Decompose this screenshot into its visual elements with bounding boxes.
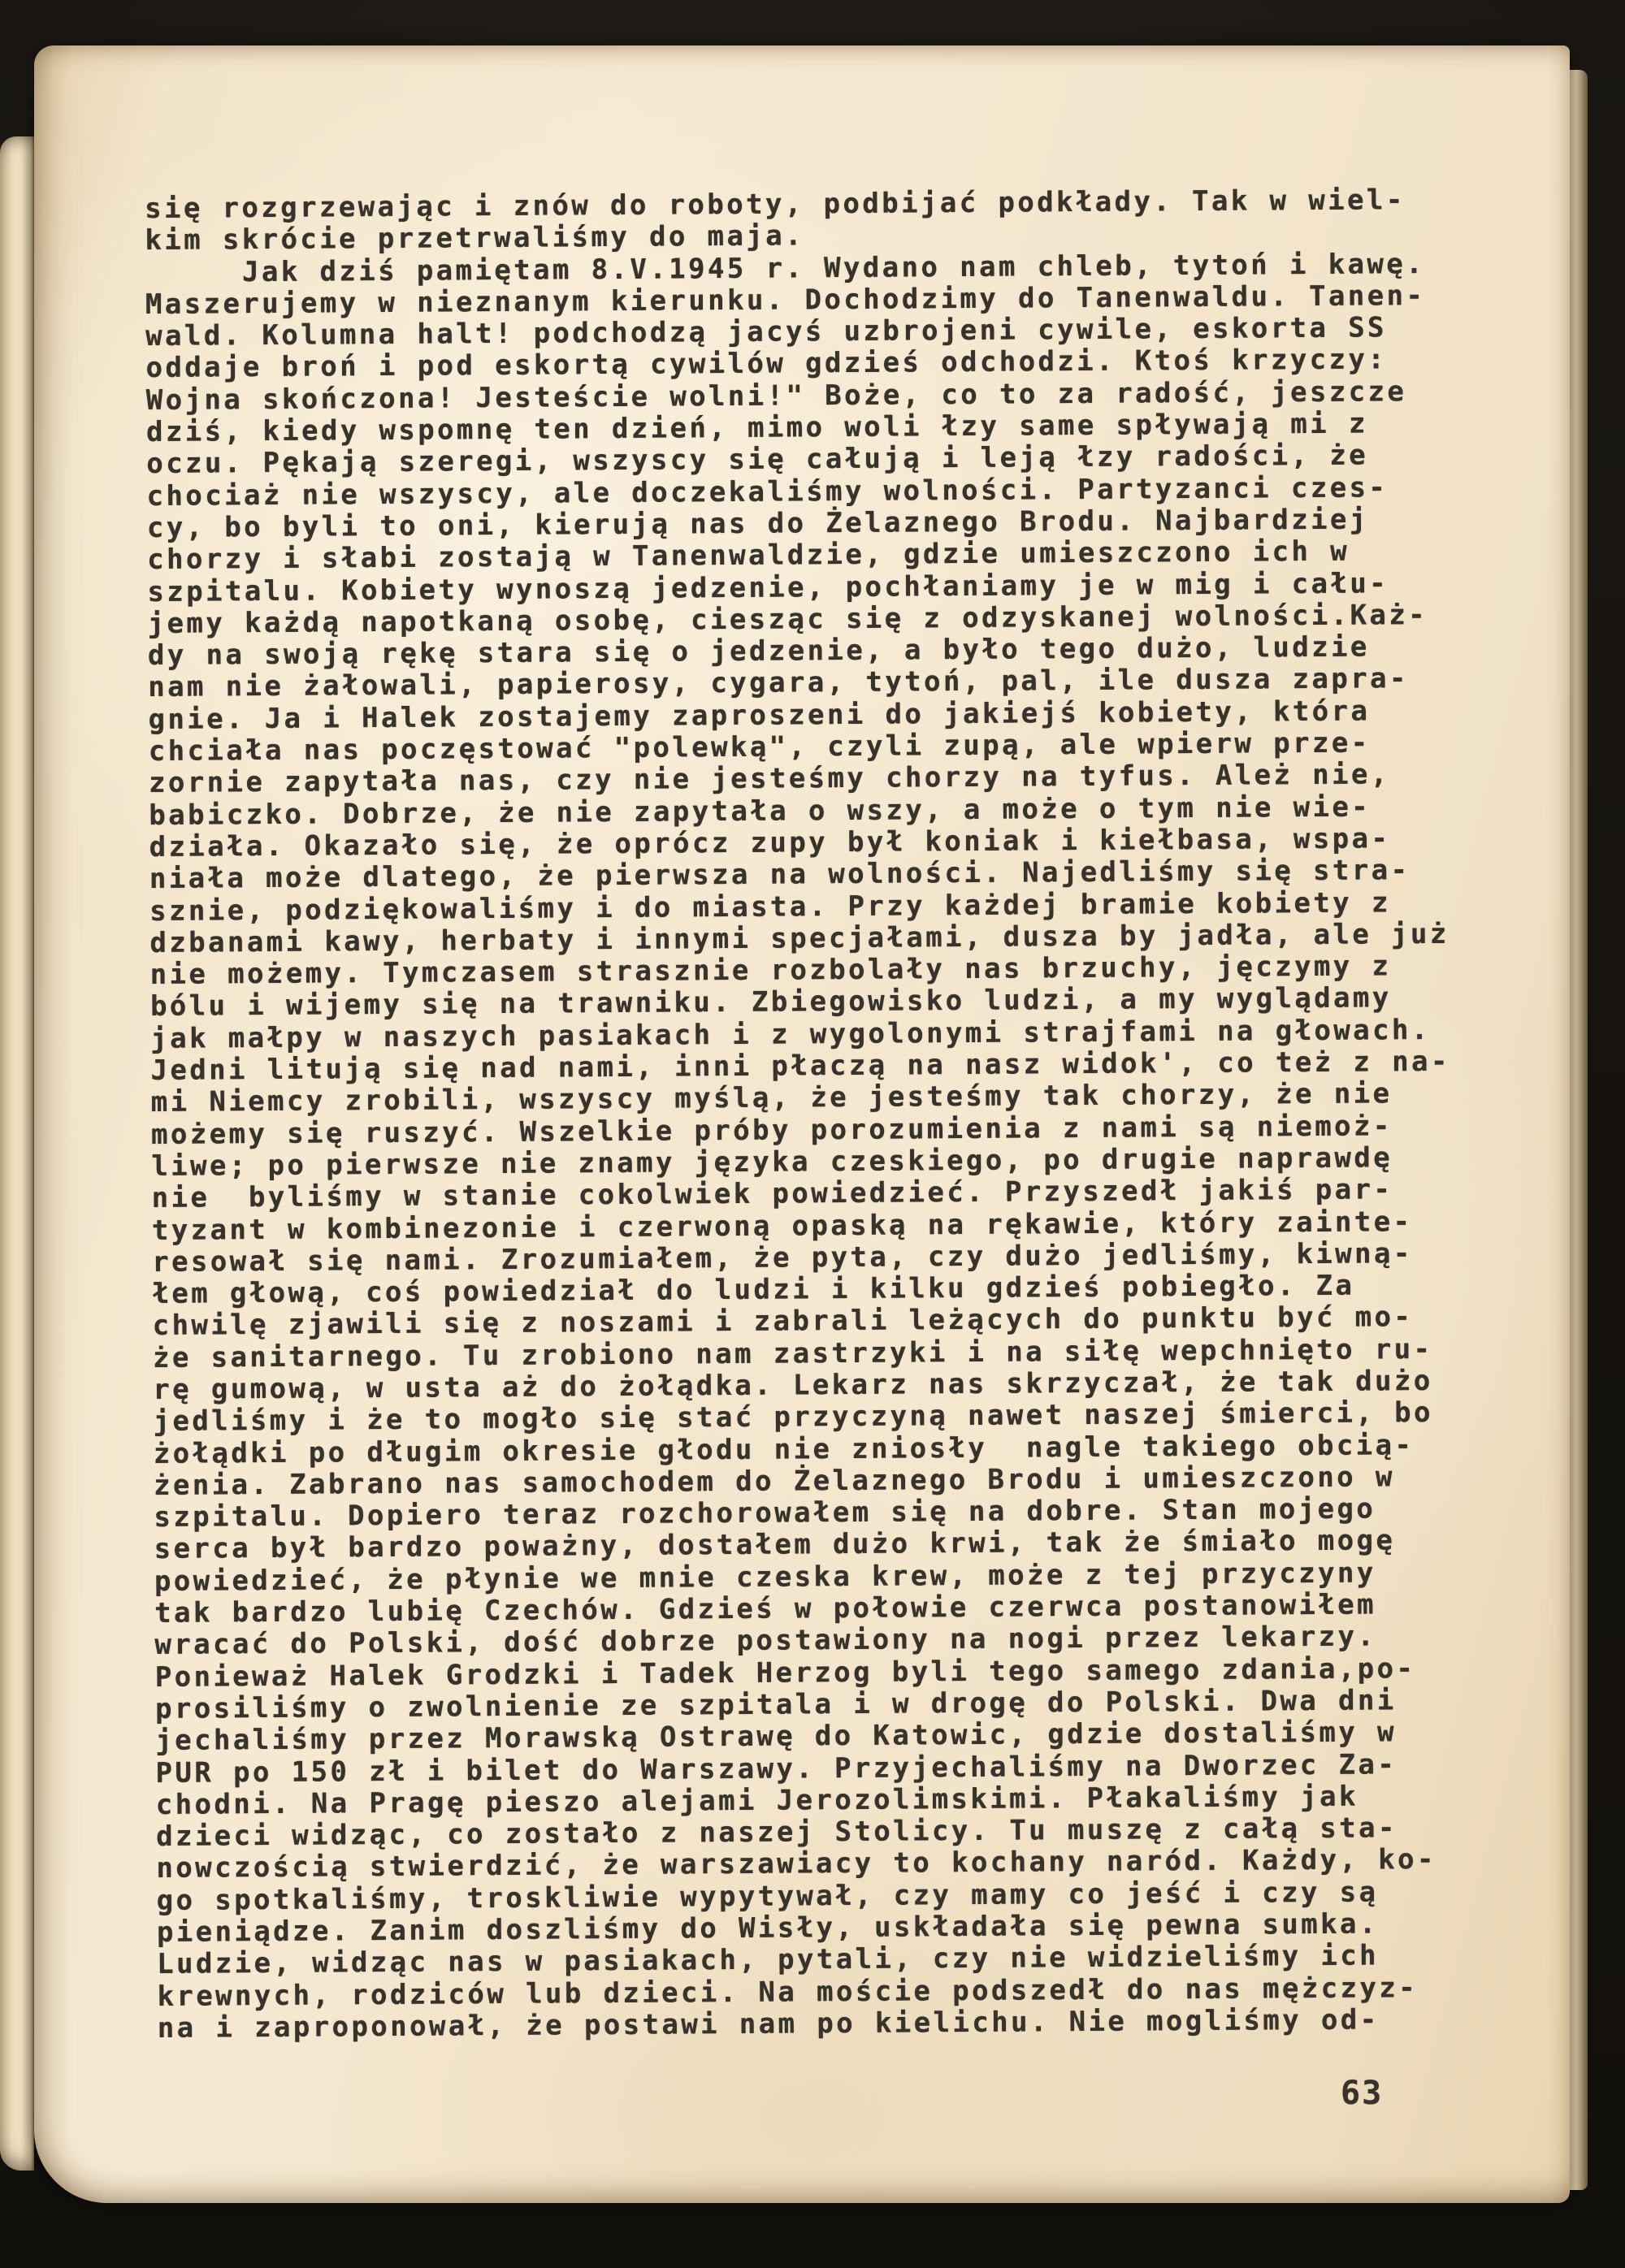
text-line: Jak dziś pamiętam 8.V.1945 r. Wydano nam chleb, tytoń i kawę. [145, 247, 1426, 289]
text-line: jechaliśmy przez Morawską Ostrawę do Katowic, gdzie dostaliśmy w [155, 1716, 1398, 1758]
text-line: kim skrócie przetrwaliśmy do maja. [145, 219, 805, 258]
text-line: na i zaproponował, że postawi nam po kielichu. Nie mogliśmy od- [157, 2003, 1380, 2045]
text-line: gnie. Ja i Halek zostajemy zaproszeni do jakiejś kobiety, która [148, 695, 1371, 736]
text-line: dzbanami kawy, herbaty i innymi specjałami, dusza by jadła, ale już [150, 917, 1450, 959]
text-line: babiczko. Dobrze, że nie zapytała o wszy, a może o tym nie wie- [149, 790, 1372, 832]
text-line: nie byliśmy w stanie cokolwiek powiedzieć. Przyszedł jakiś par- [151, 1173, 1393, 1215]
text-line: Maszerujemy w nieznanym kierunku. Dochodzimy do Tanenwaldu. Tanen- [145, 279, 1426, 321]
text-line: chciała nas poczęstować "polewką", czyli zupą, ale wpierw prze- [148, 726, 1371, 768]
text-line: szpitalu. Dopiero teraz rozchorowałem się na dobre. Stan mojego [154, 1492, 1376, 1534]
text-line: dy na swoją rękę stara się o jedzenie, a było tego dużo, ludzie [147, 630, 1370, 673]
text-line: żenia. Zabrano nas samochodem do Żelaznego Brodu i umieszczono w [153, 1461, 1395, 1502]
text-line: serca był bardzo poważny, dostałem dużo krwi, tak że śmiało mogę [154, 1524, 1396, 1566]
text-line: niała może dlatego, że pierwsza na wolności. Najedliśmy się stra- [149, 854, 1410, 896]
text-line: działa. Okazało się, że oprócz zupy był koniak i kiełbasa, wspa- [149, 822, 1391, 863]
page-number: 63 [1341, 2075, 1384, 2112]
text-line: szpitalu. Kobiety wynoszą jedzenie, pochłaniamy je w mig i cału- [147, 566, 1389, 608]
text-line: cy, bo byli to oni, kierują nas do Żelaznego Brodu. Najbardziej [146, 503, 1369, 544]
text-line: jemy każdą napotkaną osobę, ciesząc się z odzyskanej wolności.Każ- [147, 598, 1428, 640]
text-line: zornie zapytała nas, czy nie jesteśmy chorzy na tyfus. Ależ nie, [148, 758, 1390, 800]
text-line: łem głową, coś powiedział do ludzi i kilku gdzieś pobiegło. Za [152, 1269, 1355, 1311]
text-line: wald. Kolumna halt! podchodzą jacyś uzbrojeni cywile, eskorta SS [145, 311, 1388, 353]
text-line: Wojna skończona! Jesteście wolni!" Boże, co to za radość, jeszcze [145, 374, 1407, 417]
text-line: powiedzieć, że płynie we mnie czeska krew, może z tej przyczyny [154, 1556, 1376, 1598]
text-line: Ponieważ Halek Grodzki i Tadek Herzog byli tego samego zdania,po- [154, 1651, 1416, 1694]
text-line: Ludzie, widząc nas w pasiakach, pytali, czy nie widzieliśmy ich [157, 1939, 1380, 1981]
typewritten-text-block [145, 184, 1493, 2045]
text-line: mi Niemcy zrobili, wszyscy myślą, że jesteśmy tak chorzy, że nie [150, 1077, 1393, 1119]
text-line: chwilę zjawili się z noszami i zabrali leżących do punktu być mo- [152, 1301, 1414, 1343]
text-line: rę gumową, w usta aż do żołądka. Lekarz nas skrzyczał, że tak dużo [153, 1364, 1433, 1406]
text-line: dzieci widząc, co zostało z naszej Stolicy. Tu muszę z całą sta- [155, 1811, 1398, 1854]
text-line: tyzant w kombinezonie i czerwoną opaską na rękawie, który zainte- [151, 1205, 1413, 1247]
text-line: pieniądze. Zanim doszliśmy do Wisły, uskładała się pewna sumka. [156, 1907, 1379, 1949]
text-line: nam nie żałowali, papierosy, cygara, tytoń, pal, ile dusza zapra- [148, 662, 1409, 704]
text-line: go spotkaliśmy, troskliwie wypytywał, czy mamy co jeść i czy są [156, 1876, 1379, 1917]
text-line: dziś, kiedy wspomnę ten dzień, mimo woli łzy same spływają mi z [145, 407, 1368, 449]
text-line: jak małpy w naszych pasiakach i z wygolonymi strajfami na głowach. [150, 1013, 1431, 1055]
text-line: krewnych, rodziców lub dzieci. Na moście podszedł do nas mężczyz- [157, 1971, 1419, 2013]
text-line: możemy się ruszyć. Wszelkie próby porozumienia z nami są niemoż- [150, 1109, 1393, 1151]
text-line: PUR po 150 zł i bilet do Warszawy. Przyjechaliśmy na Dworzec Za- [155, 1747, 1398, 1790]
text-line: tak bardzo lubię Czechów. Gdzieś w połowie czerwca postanowiłem [154, 1588, 1377, 1630]
text-line: prosiliśmy o zwolnienie ze szpitala i w drogę do Polski. Dwa dni [154, 1684, 1397, 1725]
text-line: chorzy i słabi zostają w Tanenwaldzie, gdzie umieszczono ich w [147, 535, 1350, 577]
text-line: jedliśmy i że to mogło się stać przyczyną nawet naszej śmierci, bo [153, 1396, 1434, 1439]
text-line: się rozgrzewając i znów do roboty, podbijać podkłady. Tak w wiel- [144, 184, 1406, 225]
text-line: liwe; po pierwsze nie znamy języka czeskiego, po drugie naprawdę [151, 1141, 1393, 1183]
text-line: bólu i wijemy się na trawniku. Zbiegowisko ludzi, a my wyglądamy [150, 981, 1392, 1024]
text-line: sznie, podziękowaliśmy i do miasta. Przy każdej bramie kobiety z [150, 885, 1391, 928]
text-line: żołądki po długim okresie głodu nie zniosły nagle takiego obcią- [153, 1428, 1415, 1470]
text-line: że sanitarnego. Tu zrobiono nam zastrzyki i na siłę wepchnięto ru- [152, 1332, 1433, 1374]
text-line: wracać do Polski, dość dobrze postawiony na nogi przez lekarzy. [154, 1620, 1377, 1662]
text-line: nowczością stwierdzić, że warszawiacy to kochany naród. Każdy, ko- [156, 1843, 1436, 1885]
book-page-edge-left [0, 136, 34, 2171]
text-line: oddaje broń i pod eskortą cywilów gdzieś odchodzi. Ktoś krzyczy: [145, 343, 1388, 385]
scanned-page [34, 45, 1570, 2203]
text-line: chodni. Na Pragę pieszo alejami Jerozolimskimi. Płakaliśmy jak [155, 1780, 1358, 1821]
text-line: Jedni litują się nad nami, inni płaczą na nasz widok', co też z na- [150, 1045, 1450, 1087]
text-line: chociaż nie wszyscy, ale doczekaliśmy wolności. Partyzanci czes- [146, 470, 1389, 513]
text-line: resował się nami. Zrozumiałem, że pyta, czy dużo jedliśmy, kiwną- [152, 1236, 1413, 1279]
text-line: nie możemy. Tymczasem strasznie rozbolały nas brzuchy, jęczymy z [150, 950, 1392, 992]
text-line: oczu. Pękają szeregi, wszyscy się całują i leją łzy radości, że [146, 439, 1369, 481]
